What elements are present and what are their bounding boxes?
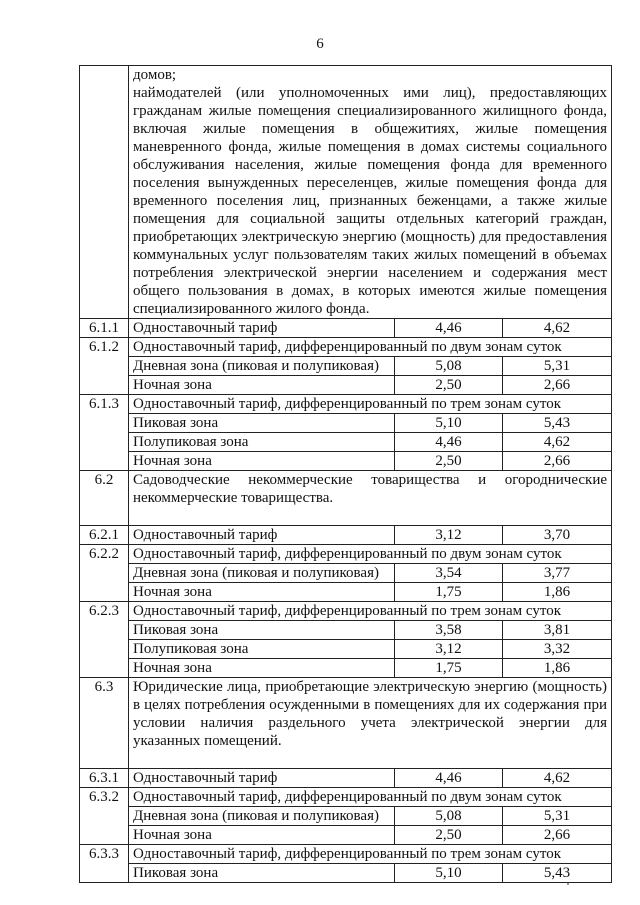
tariff-value-2: 4,62 bbox=[503, 433, 612, 452]
row-number: 6.2.2 bbox=[80, 545, 129, 602]
table-row bbox=[80, 357, 612, 376]
table-row bbox=[80, 433, 612, 452]
tariff-value-1: 3,12 bbox=[395, 526, 503, 545]
tariff-value-2: 5,31 bbox=[503, 807, 612, 826]
tariff-value-1: 3,12 bbox=[395, 640, 503, 659]
tariff-value-1: 4,46 bbox=[395, 319, 503, 338]
table-row bbox=[80, 826, 612, 845]
tariff-label: Одноставочный тариф, дифференцированный по двум зонам суток bbox=[129, 338, 612, 357]
table-row bbox=[80, 395, 612, 414]
table-row bbox=[80, 807, 612, 826]
table-row bbox=[80, 788, 612, 807]
zone-label: Дневная зона (пиковая и полупиковая) bbox=[129, 564, 395, 583]
table-row bbox=[80, 414, 612, 433]
tariff-label: Одноставочный тариф, дифференцированный по двум зонам суток bbox=[129, 545, 612, 564]
zone-label: Ночная зона bbox=[129, 659, 395, 678]
intro-line: домов; bbox=[133, 67, 177, 83]
zone-label: Пиковая зона bbox=[129, 864, 395, 883]
row-number: 6.3 bbox=[80, 678, 129, 769]
tariff-value-2: 3,32 bbox=[503, 640, 612, 659]
tariff-value-2: 5,43 bbox=[503, 414, 612, 433]
row-number: 6.1.3 bbox=[80, 395, 129, 471]
zone-label: Пиковая зона bbox=[129, 621, 395, 640]
tariff-value-1: 5,10 bbox=[395, 414, 503, 433]
tariff-value-1: 2,50 bbox=[395, 826, 503, 845]
table-row bbox=[80, 338, 612, 357]
tariff-value-2: 2,66 bbox=[503, 452, 612, 471]
tariff-value-2: 5,43 bbox=[503, 864, 612, 883]
tariff-value-1: 3,54 bbox=[395, 564, 503, 583]
row-number: 6.1.2 bbox=[80, 338, 129, 395]
row-number: 6.2 bbox=[80, 471, 129, 526]
zone-label: Ночная зона bbox=[129, 452, 395, 471]
tariff-value-1: 3,58 bbox=[395, 621, 503, 640]
tariff-value-2: 1,86 bbox=[503, 583, 612, 602]
row-number-cell bbox=[80, 66, 129, 319]
tariff-value-2: 5,31 bbox=[503, 357, 612, 376]
scan-speck bbox=[567, 883, 569, 885]
intro-paragraph: наймодателей (или уполномоченных ими лиц), предоставляющих гражданам жилые помещения специализированного жилищного фонда, включая жилые помещения в общежитиях, жилые помещения маневренного фонда, жилые помещения в домах системы социального обслуживания населения, жилые помещения фонда для временного поселения вынужденных переселенцев, жилые помещения фонда для временного поселения лиц, признанных беженцами, а также жилые помещения для социальной защиты отдельных категорий граждан, приобретающих электрическую энергию (мощность) для предоставления коммунальных услуг пользователям таких жилых помещений в объемах потребления электрической энергии населением и содержания мест общего пользования в домах, в которых имеются жилые помещения специализированного жилого фонда. bbox=[133, 85, 608, 317]
tariff-value-1: 1,75 bbox=[395, 659, 503, 678]
tariff-value-2: 4,62 bbox=[503, 769, 612, 788]
tariff-label: Одноставочный тариф, дифференцированный по трем зонам суток bbox=[129, 845, 612, 864]
row-number: 6.1.1 bbox=[80, 319, 129, 338]
table-row bbox=[80, 659, 612, 678]
zone-label: Дневная зона (пиковая и полупиковая) bbox=[129, 357, 395, 376]
table-row bbox=[80, 66, 612, 319]
tariff-value-1: 2,50 bbox=[395, 376, 503, 395]
row-number: 6.2.3 bbox=[80, 602, 129, 678]
tariff-label: Одноставочный тариф, дифференцированный по трем зонам суток bbox=[129, 395, 612, 414]
table-row bbox=[80, 376, 612, 395]
tariff-value-1: 5,10 bbox=[395, 864, 503, 883]
table-row bbox=[80, 319, 612, 338]
tariff-value-1: 4,46 bbox=[395, 769, 503, 788]
row-number: 6.2.1 bbox=[80, 526, 129, 545]
zone-label: Полупиковая зона bbox=[129, 433, 395, 452]
tariff-value-2: 3,81 bbox=[503, 621, 612, 640]
table-row bbox=[80, 526, 612, 545]
row-number: 6.3.3 bbox=[80, 845, 129, 883]
tariff-value-2: 3,70 bbox=[503, 526, 612, 545]
category-description bbox=[129, 471, 612, 526]
tariff-value-2: 2,66 bbox=[503, 826, 612, 845]
table-row bbox=[80, 864, 612, 883]
zone-label: Ночная зона bbox=[129, 826, 395, 845]
tariff-label: Одноставочный тариф, дифференцированный по трем зонам суток bbox=[129, 602, 612, 621]
table-row bbox=[80, 545, 612, 564]
tariff-table bbox=[79, 65, 612, 883]
category-description bbox=[129, 678, 612, 769]
zone-label: Ночная зона bbox=[129, 376, 395, 395]
zone-label: Пиковая зона bbox=[129, 414, 395, 433]
table-row bbox=[80, 769, 612, 788]
table-row bbox=[80, 602, 612, 621]
table-row bbox=[80, 564, 612, 583]
table-row bbox=[80, 583, 612, 602]
tariff-value-2: 2,66 bbox=[503, 376, 612, 395]
category-text: Садоводческие некоммерческие товарищества и огороднические некоммерческие товарищества. bbox=[133, 472, 608, 506]
zone-label: Полупиковая зона bbox=[129, 640, 395, 659]
table-row bbox=[80, 640, 612, 659]
page-number: 6 bbox=[316, 36, 324, 52]
tariff-value-2: 1,86 bbox=[503, 659, 612, 678]
table-row bbox=[80, 471, 612, 526]
tariff-label: Одноставочный тариф, дифференцированный по двум зонам суток bbox=[129, 788, 612, 807]
row-number: 6.3.1 bbox=[80, 769, 129, 788]
tariff-label: Одноставочный тариф bbox=[129, 526, 395, 545]
tariff-value-1: 5,08 bbox=[395, 807, 503, 826]
table-row bbox=[80, 678, 612, 769]
row-number: 6.3.2 bbox=[80, 788, 129, 845]
tariff-value-2: 3,77 bbox=[503, 564, 612, 583]
tariff-value-2: 4,62 bbox=[503, 319, 612, 338]
table-row bbox=[80, 621, 612, 640]
tariff-value-1: 1,75 bbox=[395, 583, 503, 602]
category-text: Юридические лица, приобретающие электрическую энергию (мощность) в целях потребления осужденными в помещениях для их содержания при условии наличия раздельного учета электрической энергии для указанных помещений. bbox=[133, 679, 608, 749]
zone-label: Ночная зона bbox=[129, 583, 395, 602]
blank-line bbox=[133, 507, 607, 525]
table-row bbox=[80, 452, 612, 471]
table-row bbox=[80, 845, 612, 864]
zone-label: Дневная зона (пиковая и полупиковая) bbox=[129, 807, 395, 826]
blank-line bbox=[133, 750, 607, 768]
tariff-label: Одноставочный тариф bbox=[129, 319, 395, 338]
description-cell bbox=[129, 66, 612, 319]
tariff-value-1: 4,46 bbox=[395, 433, 503, 452]
tariff-label: Одноставочный тариф bbox=[129, 769, 395, 788]
tariff-value-1: 5,08 bbox=[395, 357, 503, 376]
tariff-value-1: 2,50 bbox=[395, 452, 503, 471]
